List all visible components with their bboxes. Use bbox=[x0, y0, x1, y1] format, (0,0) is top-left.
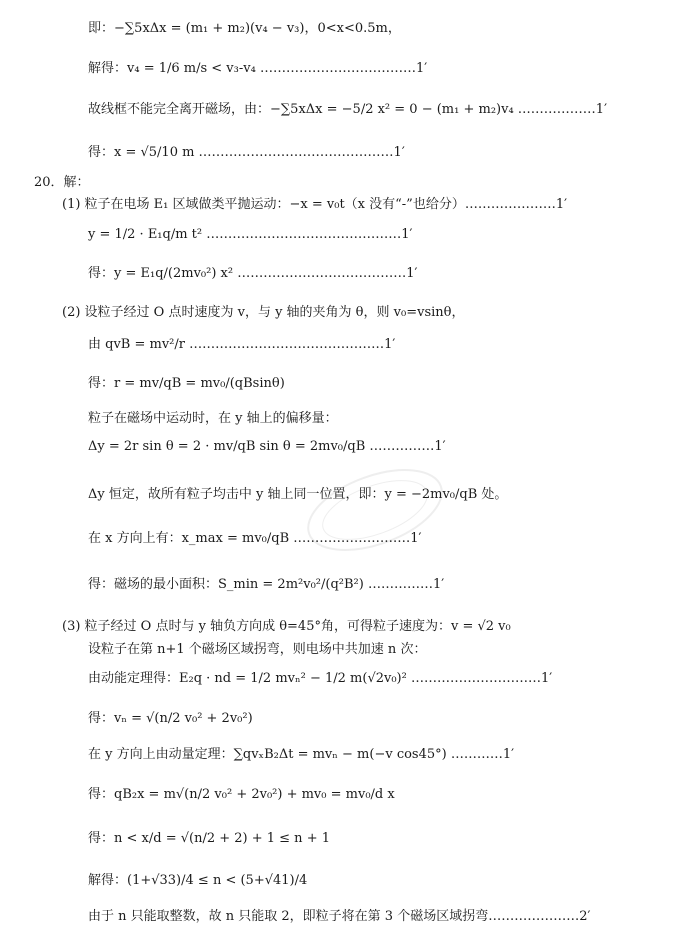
line-11: 得：r = mv/qB = mv₀/(qBsinθ) bbox=[88, 376, 285, 391]
watermark-stamp bbox=[291, 447, 459, 573]
line-21: 在 y 方向上由动量定理：∑qvₓB₂Δt = mvₙ − m(−v cos45°) …………1′ bbox=[88, 747, 515, 762]
line-10: 由 qvB = mv²/r ………………………………………1′ bbox=[88, 337, 396, 352]
line-20: 得：vₙ = √(n/2 v₀² + 2v₀²) bbox=[88, 711, 253, 726]
line-25: 由于 n 只能取整数，故 n 只能取 2，即粒子将在第 3 个磁场区域拐弯…………………2′ bbox=[88, 909, 591, 924]
line-24: 解得：(1+√33)/4 ≤ n < (5+√41)/4 bbox=[88, 873, 308, 888]
line-6: (1) 粒子在电场 E₁ 区域做类平抛运动：−x = v₀t（x 没有“-”也给分）…………………1′ bbox=[62, 197, 568, 212]
question-number: 20．解： bbox=[34, 175, 90, 190]
line-14: Δy 恒定，故所有粒子均击中 y 轴上同一位置，即：y = −2mv₀/qB 处。 bbox=[88, 487, 508, 502]
line-12: 粒子在磁场中运动时，在 y 轴上的偏移量： bbox=[88, 411, 338, 426]
line-2: 解得：v₄ = 1/6 m/s < v₃-v₄ ………………………………1′ bbox=[88, 61, 428, 76]
line-7: y = 1/2 · E₁q/m t² ………………………………………1′ bbox=[88, 227, 413, 242]
line-9: (2) 设粒子经过 O 点时速度为 v，与 y 轴的夹角为 θ，则 v₀=vsinθ， bbox=[62, 305, 465, 320]
line-17: (3) 粒子经过 O 点时与 y 轴负方向成 θ=45°角，可得粒子速度为：v = √2 v₀ bbox=[62, 619, 511, 634]
line-23: 得：n < x/d = √(n/2 + 2) + 1 ≤ n + 1 bbox=[88, 831, 330, 846]
line-18: 设粒子在第 n+1 个磁场区域拐弯，则电场中共加速 n 次： bbox=[88, 642, 427, 657]
line-19: 由动能定理得：E₂q · nd = 1/2 mvₙ² − 1/2 m(√2v₀)² …………………………1′ bbox=[88, 671, 553, 686]
line-3: 故线框不能完全离开磁场，由：−∑5xΔx = −5/2 x² = 0 − (m₁ + m₂)v₄ ………………1′ bbox=[88, 102, 608, 117]
line-22: 得：qB₂x = m√(n/2 v₀² + 2v₀²) + mv₀ = mv₀/d x bbox=[88, 787, 395, 802]
line-15: 在 x 方向上有：x_max = mv₀/qB ………………………1′ bbox=[88, 531, 422, 546]
line-8: 得：y = E₁q/(2mv₀²) x² …………………………………1′ bbox=[88, 266, 418, 281]
line-1: 即：−∑5xΔx = (m₁ + m₂)(v₄ − v₃)，0<x<0.5m， bbox=[88, 21, 401, 36]
line-16: 得：磁场的最小面积：S_min = 2m²v₀²/(q²B²) ……………1′ bbox=[88, 577, 445, 592]
line-13: Δy = 2r sin θ = 2 · mv/qB sin θ = 2mv₀/qB ……………1′ bbox=[88, 439, 446, 454]
line-4: 得：x = √5/10 m ………………………………………1′ bbox=[88, 145, 405, 160]
